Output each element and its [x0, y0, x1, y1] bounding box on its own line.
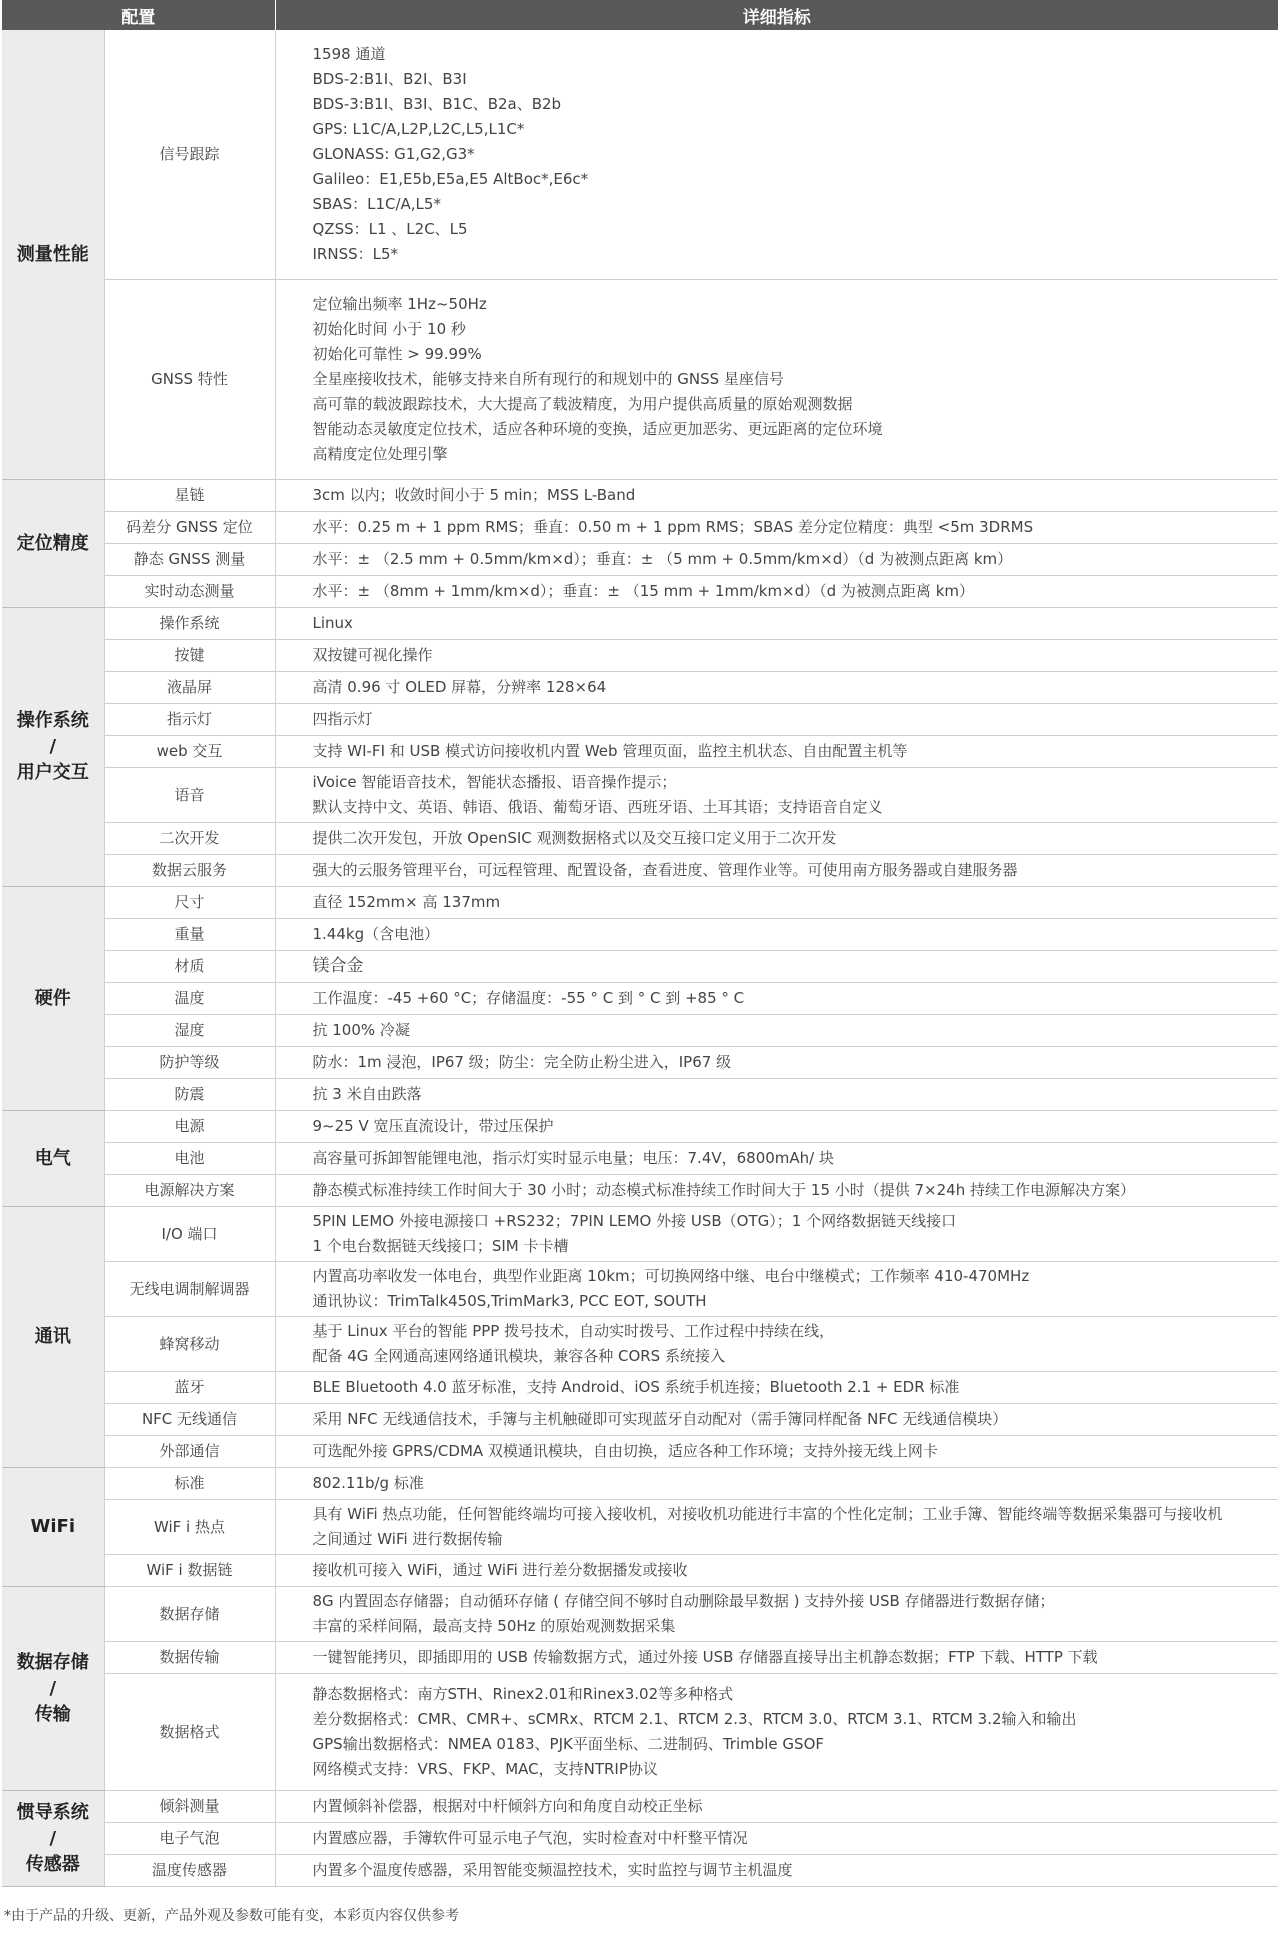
category-label: 定位精度: [2, 480, 104, 608]
spec-row: [2, 919, 1278, 951]
spec-item-value: [275, 983, 1278, 1015]
category-label: 惯导系统 / 传感器: [2, 1791, 104, 1887]
spec-item-name: 语音: [104, 768, 275, 823]
spec-item-value: [275, 1674, 1278, 1791]
spec-item-value: [275, 1468, 1278, 1500]
spec-value-line: 可选配外接 GPRS/CDMA 双模通讯模块，自由切换，适应各种工作环境；支持外接无线上网卡: [312, 1442, 938, 1460]
spec-item-value: [275, 704, 1278, 736]
spec-value-line: 内置感应器，手簿软件可显示电子气泡，实时检查对中杆整平情况: [312, 1829, 748, 1847]
spec-item-name: 二次开发: [104, 823, 275, 855]
spec-item-name: web 交互: [104, 736, 275, 768]
spec-row: [2, 1015, 1278, 1047]
spec-value-line: 配备 4G 全网通高速网络通讯模块，兼容各种 CORS 系统接入: [312, 1347, 725, 1365]
spec-item-name: 防震: [104, 1079, 275, 1111]
spec-value-line: 定位输出频率 1Hz~50Hz: [312, 295, 487, 313]
spec-item-value: [275, 823, 1278, 855]
spec-item-value: [275, 1642, 1278, 1674]
spec-item-name: 材质: [104, 951, 275, 983]
spec-value-line: 默认支持中文、英语、韩语、俄语、葡萄牙语、西班牙语、土耳其语；支持语音自定义: [312, 798, 883, 816]
spec-value-line: 静态模式标准持续工作时间大于 30 小时；动态模式标准持续工作时间大于 15 小时（提供 7×24h 持续工作电源解决方案）: [312, 1181, 1135, 1199]
category-label: 数据存储 / 传输: [2, 1587, 104, 1791]
spec-row: [2, 1674, 1278, 1791]
spec-row: [2, 1500, 1278, 1555]
category-label: 操作系统 / 用户交互: [2, 608, 104, 887]
spec-value-line: 内置多个温度传感器，采用智能变频温控技术，实时监控与调节主机温度: [312, 1861, 793, 1879]
spec-value-line: 具有 WiFi 热点功能，任何智能终端均可接入接收机，对接收机功能进行丰富的个性化定制；工业手簿、智能终端等数据采集器可与接收机: [312, 1505, 1223, 1523]
spec-item-name: 电源解决方案: [104, 1175, 275, 1207]
spec-item-value: [275, 1372, 1278, 1404]
spec-row: [2, 1823, 1278, 1855]
table-header: [2, 0, 1278, 30]
spec-item-name: 无线电调制解调器: [104, 1262, 275, 1317]
spec-value-line: 差分数据格式：CMR、CMR+、sCMRx、RTCM 2.1、RTCM 2.3、RTCM 3.0、RTCM 3.1、RTCM 3.2输入和输出: [312, 1710, 1077, 1728]
spec-item-value: [275, 1079, 1278, 1111]
spec-item-name: 数据格式: [104, 1674, 275, 1791]
spec-row: [2, 951, 1278, 983]
spec-item-name: NFC 无线通信: [104, 1404, 275, 1436]
spec-value-line: 采用 NFC 无线通信技术，手簿与主机触碰即可实现蓝牙自动配对（需手簿同样配备 NFC 无线通信模块）: [312, 1410, 1008, 1428]
spec-row: [2, 576, 1278, 608]
spec-item-name: 蓝牙: [104, 1372, 275, 1404]
spec-item-value: [275, 608, 1278, 640]
spec-row: [2, 983, 1278, 1015]
spec-row: [2, 1791, 1278, 1823]
spec-row: [2, 1404, 1278, 1436]
spec-value-line: 提供二次开发包，开放 OpenSIC 观测数据格式以及交互接口定义用于二次开发: [312, 829, 837, 847]
spec-row: [2, 887, 1278, 919]
category-label: 测量性能: [2, 30, 104, 480]
spec-item-name: 电源: [104, 1111, 275, 1143]
spec-value-line: 1598 通道: [312, 45, 386, 63]
spec-item-value: [275, 640, 1278, 672]
spec-value-line: 高清 0.96 寸 OLED 屏幕，分辨率 128×64: [312, 678, 607, 696]
spec-item-name: 蜂窝移动: [104, 1317, 275, 1372]
spec-row: [2, 608, 1278, 640]
spec-row: [2, 1855, 1278, 1887]
spec-value-line: GLONASS: G1,G2,G3*: [312, 145, 475, 163]
spec-value-line: 四指示灯: [312, 710, 373, 728]
spec-value-line: 网络模式支持：VRS、FKP、MAC，支持NTRIP协议: [312, 1760, 658, 1778]
spec-row: [2, 512, 1278, 544]
spec-item-name: 指示灯: [104, 704, 275, 736]
spec-value-line: IRNSS：L5*: [312, 245, 399, 263]
table-body: [2, 30, 1278, 1887]
spec-value-line: GPS: L1C/A,L2P,L2C,L5,L1C*: [312, 120, 525, 138]
spec-item-name: 按键: [104, 640, 275, 672]
category-label: WiFi: [2, 1468, 104, 1587]
spec-value-line: 1 个电台数据链天线接口；SIM 卡卡槽: [312, 1237, 569, 1255]
spec-value-line: 接收机可接入 WiFi，通过 WiFi 进行差分数据播发或接收: [312, 1561, 688, 1579]
spec-value-line: 高精度定位处理引擎: [312, 445, 448, 463]
spec-value-line: 智能动态灵敏度定位技术，适应各种环境的变换，适应更加恶劣、更远距离的定位环境: [312, 420, 883, 438]
spec-item-value: [275, 887, 1278, 919]
spec-item-value: [275, 1015, 1278, 1047]
spec-value-line: 内置倾斜补偿器，根据对中杆倾斜方向和角度自动校正坐标: [312, 1797, 703, 1815]
spec-value-line: 3cm 以内；收敛时间小于 5 min；MSS L-Band: [312, 486, 636, 504]
spec-item-name: 液晶屏: [104, 672, 275, 704]
spec-value-line: 双按键可视化操作: [312, 646, 433, 664]
category-label: 电气: [2, 1111, 104, 1207]
spec-value-line: 8G 内置固态存储器；自动循环存储 ( 存储空间不够时自动删除最早数据 ) 支持外接 USB 存储器进行数据存储；: [312, 1592, 1055, 1610]
spec-row: [2, 1317, 1278, 1372]
spec-value-line: QZSS：L1 、L2C、L5: [312, 220, 468, 238]
spec-item-value: [275, 1047, 1278, 1079]
spec-item-name: 防护等级: [104, 1047, 275, 1079]
spec-item-value: [275, 855, 1278, 887]
spec-item-name: 码差分 GNSS 定位: [104, 512, 275, 544]
spec-value-line: SBAS：L1C/A,L5*: [312, 195, 441, 213]
spec-value-line: Galileo：E1,E5b,E5a,E5 AltBoc*,E6c*: [312, 170, 589, 188]
spec-item-value: [275, 1855, 1278, 1887]
spec-item-name: GNSS 特性: [104, 280, 275, 480]
spec-table: [2, 0, 1278, 1887]
spec-row: [2, 1079, 1278, 1111]
spec-row: [2, 30, 1278, 280]
spec-row: [2, 1468, 1278, 1500]
spec-value-line: 水平：0.25 m + 1 ppm RMS；垂直：0.50 m + 1 ppm RMS；SBAS 差分定位精度：典型 <5m 3DRMS: [312, 518, 1034, 536]
spec-item-value: [275, 768, 1278, 823]
spec-item-value: [275, 1207, 1278, 1262]
spec-row: [2, 480, 1278, 512]
spec-item-value: [275, 951, 1278, 983]
spec-value-line: 水平：± （2.5 mm + 0.5mm/km×d）；垂直：± （5 mm + 0.5mm/km×d）（d 为被测点距离 km）: [312, 550, 1013, 568]
spec-row: [2, 544, 1278, 576]
footnote: *由于产品的升级、更新，产品外观及参数可能有变，本彩页内容仅供参考: [4, 1908, 459, 1924]
spec-value-line: 初始化可靠性 > 99.99%: [312, 345, 482, 363]
spec-row: [2, 704, 1278, 736]
spec-item-name: 倾斜测量: [104, 1791, 275, 1823]
spec-value-line: 支持 WI-FI 和 USB 模式访问接收机内置 Web 管理页面，监控主机状态、自由配置主机等: [312, 742, 908, 760]
spec-item-value: [275, 544, 1278, 576]
spec-item-name: 电池: [104, 1143, 275, 1175]
spec-value-line: 强大的云服务管理平台，可远程管理、配置设备，查看进度、管理作业等。可使用南方服务器或自建服务器: [312, 861, 1018, 879]
spec-item-value: [275, 1262, 1278, 1317]
spec-item-name: 湿度: [104, 1015, 275, 1047]
spec-value-line: 之间通过 WiFi 进行数据传输: [312, 1530, 503, 1548]
spec-item-name: 电子气泡: [104, 1823, 275, 1855]
spec-item-name: I/O 端口: [104, 1207, 275, 1262]
category-label: 通讯: [2, 1207, 104, 1468]
spec-item-value: [275, 736, 1278, 768]
spec-item-value: [275, 1404, 1278, 1436]
spec-value-line: 802.11b/g 标准: [312, 1474, 424, 1492]
spec-row: [2, 768, 1278, 823]
spec-item-name: 信号跟踪: [104, 30, 275, 280]
spec-value-line: 通讯协议：TrimTalk450S,TrimMark3, PCC EOT, SOUTH: [312, 1292, 707, 1310]
spec-value-line: 丰富的采样间隔，最高支持 50Hz 的原始观测数据采集: [312, 1617, 676, 1635]
spec-value-line: 基于 Linux 平台的智能 PPP 拨号技术，自动实时拨号、工作过程中持续在线，: [312, 1322, 835, 1340]
spec-value-line: 内置高功率收发一体电台，典型作业距离 10km；可切换网络中继、电台中继模式；工作频率 410-470MHz: [312, 1267, 1030, 1285]
spec-value-line: Linux: [312, 614, 353, 632]
spec-item-name: 数据云服务: [104, 855, 275, 887]
spec-row: [2, 1143, 1278, 1175]
spec-value-line: 全星座接收技术，能够支持来自所有现行的和规划中的 GNSS 星座信号: [312, 370, 784, 388]
spec-value-line: GPS输出数据格式：NMEA 0183、PJK平面坐标、二进制码、Trimble GSOF: [312, 1735, 825, 1753]
spec-value-line: 工作温度：-45 +60 °C；存储温度：-55 ° C 到 ° C 到 +85 ° C: [312, 989, 745, 1007]
spec-value-line: 抗 100% 冷凝: [312, 1021, 410, 1039]
spec-item-value: [275, 512, 1278, 544]
spec-item-name: 重量: [104, 919, 275, 951]
spec-row: [2, 672, 1278, 704]
spec-value-line: BLE Bluetooth 4.0 蓝牙标准，支持 Android、iOS 系统手机连接；Bluetooth 2.1 + EDR 标准: [312, 1378, 960, 1396]
spec-row: [2, 1555, 1278, 1587]
spec-item-name: 温度传感器: [104, 1855, 275, 1887]
spec-item-value: [275, 1111, 1278, 1143]
spec-row: [2, 1372, 1278, 1404]
spec-item-name: 静态 GNSS 测量: [104, 544, 275, 576]
spec-item-value: [275, 480, 1278, 512]
spec-row: [2, 736, 1278, 768]
spec-item-value: [275, 576, 1278, 608]
spec-item-value: [275, 1175, 1278, 1207]
spec-value-line: 水平：± （8mm + 1mm/km×d）；垂直：± （15 mm + 1mm/km×d）（d 为被测点距离 km）: [312, 582, 975, 600]
spec-value-line: 静态数据格式：南方STH、Rinex2.01和Rinex3.02等多种格式: [312, 1685, 734, 1703]
spec-item-value: [275, 1143, 1278, 1175]
spec-item-name: 标准: [104, 1468, 275, 1500]
spec-item-value: [275, 30, 1278, 280]
spec-item-name: WiF i 热点: [104, 1500, 275, 1555]
category-label: 硬件: [2, 887, 104, 1111]
spec-item-name: WiF i 数据链: [104, 1555, 275, 1587]
spec-value-line: 抗 3 米自由跌落: [312, 1085, 422, 1103]
spec-item-name: 实时动态测量: [104, 576, 275, 608]
spec-item-value: [275, 1317, 1278, 1372]
spec-value-line: 1.44kg（含电池）: [312, 925, 440, 943]
spec-item-value: [275, 1500, 1278, 1555]
spec-row: [2, 855, 1278, 887]
spec-value-line: BDS-3:B1I、B3I、B1C、B2a、B2b: [312, 95, 562, 113]
spec-value-line: 9~25 V 宽压直流设计，带过压保护: [312, 1117, 554, 1135]
spec-item-value: [275, 1555, 1278, 1587]
spec-item-value: [275, 280, 1278, 480]
spec-item-name: 星链: [104, 480, 275, 512]
spec-row: [2, 640, 1278, 672]
spec-item-value: [275, 1436, 1278, 1468]
spec-row: [2, 1207, 1278, 1262]
spec-value-line: 镁合金: [312, 956, 364, 976]
spec-item-name: 数据传输: [104, 1642, 275, 1674]
spec-item-name: 温度: [104, 983, 275, 1015]
spec-item-name: 尺寸: [104, 887, 275, 919]
header-detail: 详细指标: [275, 0, 1278, 30]
spec-row: [2, 1111, 1278, 1143]
spec-value-line: 高容量可拆卸智能锂电池，指示灯实时显示电量；电压：7.4V，6800mAh/ 块: [312, 1149, 834, 1167]
spec-item-value: [275, 672, 1278, 704]
spec-value-line: 直径 152mm× 高 137mm: [312, 893, 501, 911]
header-config: 配置: [2, 0, 275, 30]
spec-item-value: [275, 1823, 1278, 1855]
spec-item-name: 操作系统: [104, 608, 275, 640]
spec-value-line: 初始化时间 小于 10 秒: [312, 320, 466, 338]
spec-row: [2, 1642, 1278, 1674]
spec-row: [2, 1175, 1278, 1207]
spec-row: [2, 1262, 1278, 1317]
spec-row: [2, 280, 1278, 480]
spec-item-value: [275, 1791, 1278, 1823]
spec-item-name: 外部通信: [104, 1436, 275, 1468]
spec-row: [2, 1047, 1278, 1079]
spec-value-line: 高可靠的载波跟踪技术，大大提高了载波精度，为用户提供高质量的原始观测数据: [312, 395, 853, 413]
spec-item-value: [275, 919, 1278, 951]
spec-value-line: BDS-2:B1I、B2I、B3I: [312, 70, 467, 88]
spec-value-line: 一键智能拷贝，即插即用的 USB 传输数据方式，通过外接 USB 存储器直接导出主机静态数据；FTP 下载、HTTP 下载: [312, 1648, 1098, 1666]
spec-item-name: 数据存储: [104, 1587, 275, 1642]
spec-value-line: 5PIN LEMO 外接电源接口 +RS232；7PIN LEMO 外接 USB（OTG）；1 个网络数据链天线接口: [312, 1212, 957, 1230]
spec-item-value: [275, 1587, 1278, 1642]
spec-value-line: iVoice 智能语音技术，智能状态播报、语音操作提示；: [312, 773, 677, 791]
spec-row: [2, 1587, 1278, 1642]
spec-row: [2, 823, 1278, 855]
spec-row: [2, 1436, 1278, 1468]
spec-value-line: 防水：1m 浸泡，IP67 级；防尘：完全防止粉尘进入，IP67 级: [312, 1053, 732, 1071]
